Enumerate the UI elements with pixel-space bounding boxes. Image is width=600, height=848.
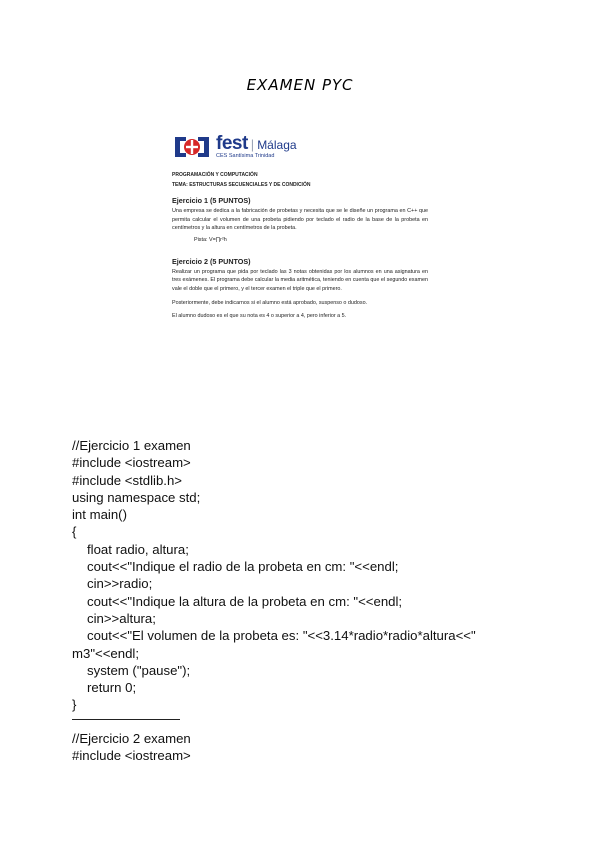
logo-city: Málaga [257,138,297,153]
exercise1-title: Ejercicio 1 (5 PUNTOS) [172,196,251,205]
code-line: float radio, altura; [87,541,189,557]
exercise2-text2: Posteriormente, debe indicarnos si el alumno está aprobado, suspenso o dudoso. [172,299,368,306]
code-line: cin>>altura; [87,610,156,626]
logo-brand: fest [216,133,248,155]
code-line: //Ejercicio 2 examen [72,730,191,746]
document-title: EXAMEN PYC [246,76,354,94]
code-line: cout<<"Indique el radio de la probeta en cm: "<<endl; [87,559,399,575]
code-line: #include <iostream> [72,455,191,471]
exercise2-title: Ejercicio 2 (5 PUNTOS) [172,256,251,266]
code-line: { [72,524,77,540]
code-line: using namespace std; [72,489,201,505]
code-line: m3"<<endl; [72,645,139,661]
logo-separator: | [250,137,255,153]
exercise2-text: Realizar un programa que pida por teclado las 3 notas obtenidas por los alumnos en una asignatura en tres exámenes. El programa debe calcular la media aritmética, teniendo en cuenta que el segundo examen vale el doble que el primero, y el tercer examen el triple que el primero. [172,268,428,292]
logo-subtitle: CES Santísima Trinidad [216,153,275,160]
subject-heading: PROGRAMACIÓN Y COMPUTACIÓN [172,172,258,178]
exercise1-text: Una empresa se dedica a la fabricación de probetas y necesita que se le diseñe un programa en C++ que permita calcular el volumen de una probeta pidiendo por teclado el radio de la base de la probeta en centímetros y la altura en centímetros de la probeta. [172,208,428,232]
code-line: #include <iostream> [72,748,191,764]
school-logo [172,132,428,162]
exercise2-text3: El alumno dudoso es el que su nota es 4 o superior a 4, pero inferior a 5. [172,313,347,320]
code-line: } [72,697,77,713]
code-line: return 0; [87,680,137,696]
code-line: cout<<"Indique la altura de la probeta en cm: "<<endl; [87,593,403,609]
code-line: cin>>radio; [87,576,153,592]
exam-statement-image [172,132,428,321]
fest-logo-icon [172,134,212,160]
code-line: int main() [72,507,127,523]
code-line: cout<<"El volumen de la probeta es: "<<3.14*radio*radio*altura<<" [87,628,476,644]
exercise1-hint: Pista: V=∏r²h [194,236,227,243]
code-line: system ("pause"); [87,662,191,678]
code-listing [72,437,542,764]
topic-heading: TEMA: ESTRUCTURAS SECUENCIALES Y DE CONDICIÓN [172,182,311,188]
code-line: #include <stdlib.h> [72,472,182,488]
code-line: //Ejercicio 1 examen [72,438,191,453]
separator-line [72,719,180,720]
